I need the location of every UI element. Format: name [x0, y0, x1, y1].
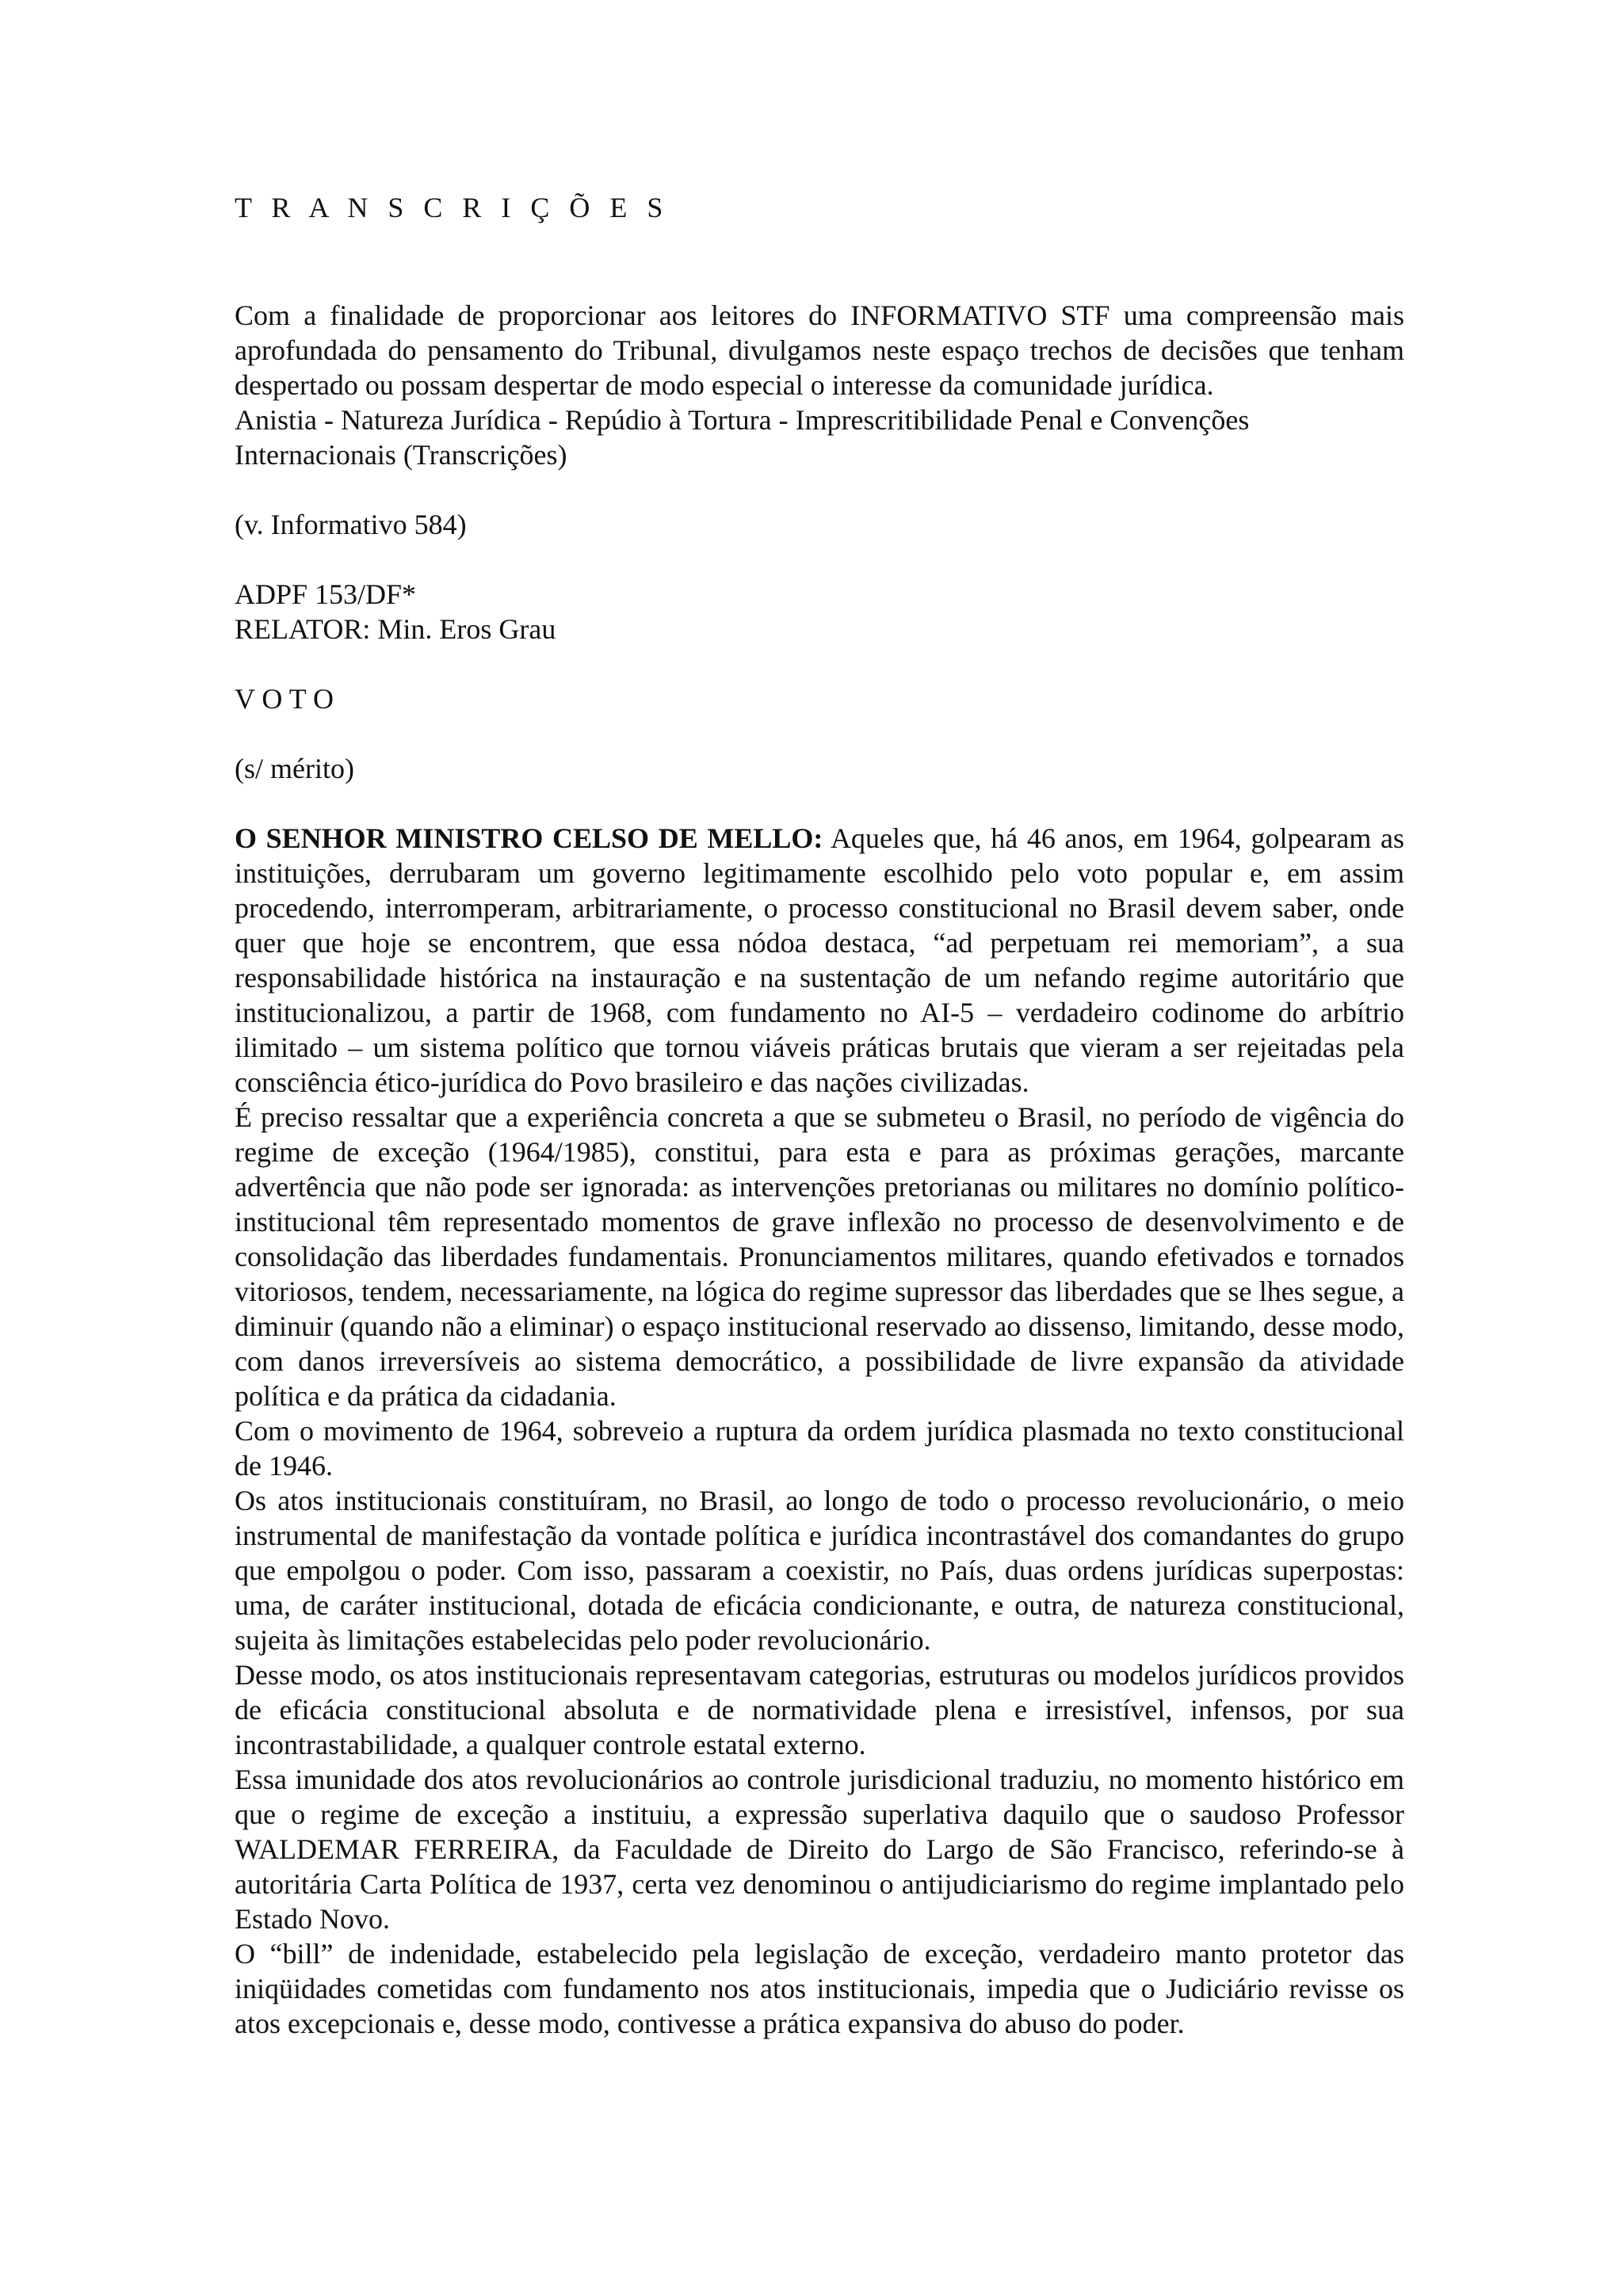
body-paragraph-1 [235, 821, 1404, 1100]
case-rapporteur: RELATOR: Min. Eros Grau [235, 613, 556, 645]
vote-label: V O T O [235, 683, 334, 715]
subject-block [235, 402, 1404, 472]
body-paragraph-4: Os atos institucionais constituíram, no Brasil, ao longo de todo o processo revolucionário, o meio instrumental de manifestação da vontade política e jurídica incontrastável dos comandantes do grupo que empolgou o poder. Com isso, passaram a coexistir, no País, duas ordens jurídicas superpostas: uma, de caráter institucional, dotada de eficácia condicionante, e outra, de natureza constitucional, sujeita às limitações estabelecidas pelo poder revolucionário. [235, 1485, 1404, 1656]
intro-paragraph: Com a finalidade de proporcionar aos leitores do INFORMATIVO STF uma compreensão mais aprofundada do pensamento do Tribunal, divulgamos neste espaço trechos de decisões que tenham despertado ou possam despertar de modo especial o interesse da comunidade jurídica. [235, 299, 1404, 401]
document-title: T R A N S C R I Ç Õ E S [235, 192, 670, 223]
body-paragraph-3: Com o movimento de 1964, sobreveio a ruptura da ordem jurídica plasmada no texto constitucional de 1946. [235, 1415, 1404, 1482]
informativo-reference: (v. Informativo 584) [235, 509, 467, 540]
body-paragraph-6: Essa imunidade dos atos revolucionários ao controle jurisdicional traduziu, no momento histórico em que o regime de exceção a instituiu, a expressão superlativa daquilo que o saudoso Professor WALDEMAR FERREIRA, da Faculdade de Direito do Largo de São Francisco, referindo-se à autoritária Carta Política de 1937, certa vez denominou o antijudiciarismo do regime implantado pelo Estado Novo. [235, 1764, 1404, 1935]
document-page [235, 190, 1404, 2041]
case-number: ADPF 153/DF* [235, 578, 417, 610]
subject-line-1: Anistia - Natureza Jurídica - Repúdio à Tortura - Imprescritibilidade Penal e Convenções [235, 404, 1250, 436]
subject-line-2: Internacionais (Transcrições) [235, 439, 567, 471]
body-paragraph-2: É preciso ressaltar que a experiência concreta a que se submeteu o Brasil, no período de vigência do regime de exceção (1964/1985), constitui, para esta e para as próximas gerações, marcante advertência que não pode ser ignorada: as intervenções pretorianas ou militares no domínio político-institucional têm representado momentos de grave inflexão no processo de desenvolvimento e de consolidação das liberdades fundamentais. Pronunciamentos militares, quando efetivados e tornados vitoriosos, tendem, necessariamente, na lógica do regime supressor das liberdades que se lhes segue, a diminuir (quando não a eliminar) o espaço institucional reservado ao dissenso, limitando, desse modo, com danos irreversíveis ao sistema democrático, a possibilidade de livre expansão da atividade política e da prática da cidadania. [235, 1101, 1404, 1412]
scope-label: (s/ mérito) [235, 753, 354, 784]
body-paragraph-1-text: Aqueles que, há 46 anos, em 1964, golpearam as instituições, derrubaram um governo legitimamente escolhido pelo voto popular e, em assim procedendo, interromperam, arbitrariamente, o processo constitucional no Brasil devem saber, onde quer que hoje se encontrem, que essa nódoa destaca, “ad perpetuam rei memoriam”, a sua responsabilidade histórica na instauração e na sustentação de um nefando regime autoritário que institucionalizou, a partir de 1968, com fundamento no AI-5 – verdadeiro codinome do arbítrio ilimitado – um sistema político que tornou viáveis práticas brutais que vieram a ser rejeitadas pela consciência ético-jurídica do Povo brasileiro e das nações civilizadas. [235, 822, 1405, 1098]
body-paragraph-7: O “bill” de indenidade, estabelecido pela legislação de exceção, verdadeiro manto protetor das iniqüidades cometidas com fundamento nos atos institucionais, impedia que o Judiciário revisse os atos excepcionais e, desse modo, contivesse a prática expansiva do abuso do poder. [235, 1938, 1404, 2039]
speaker-name: O SENHOR MINISTRO CELSO DE MELLO: [235, 822, 823, 854]
case-block [235, 577, 1404, 646]
body-paragraph-5: Desse modo, os atos institucionais representavam categorias, estruturas ou modelos jurídicos providos de eficácia constitucional absoluta e de normatividade plena e irresistível, infensos, por sua incontrastabilidade, a qualquer controle estatal externo. [235, 1659, 1404, 1760]
